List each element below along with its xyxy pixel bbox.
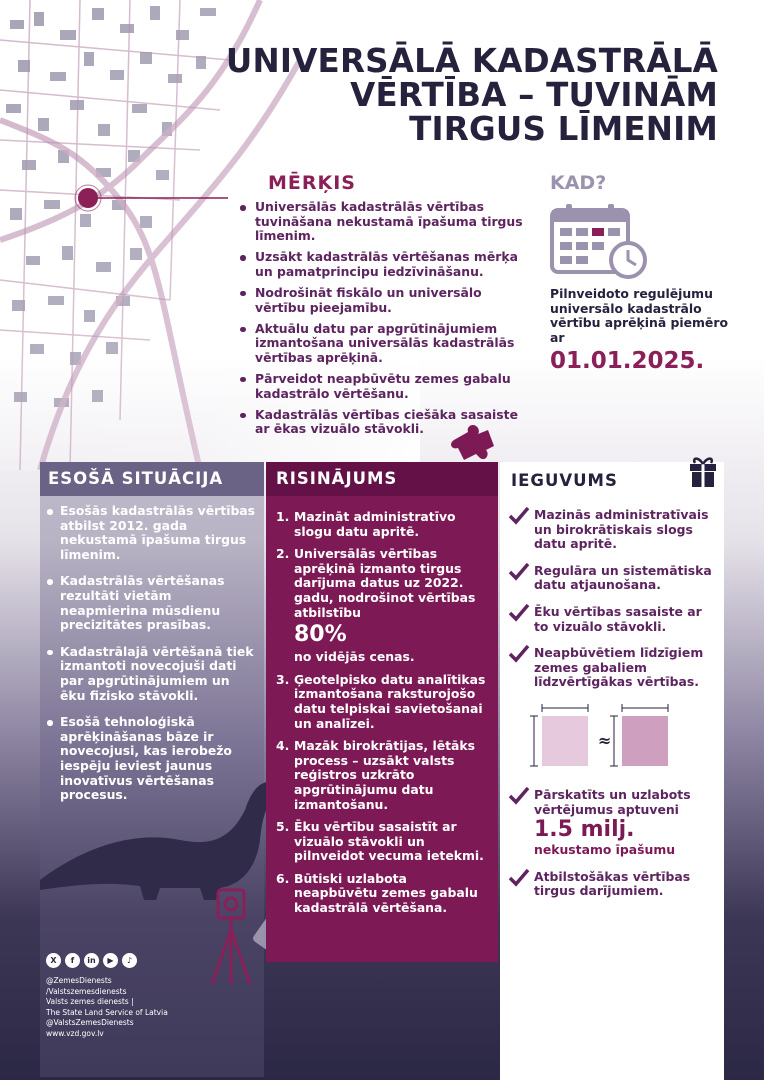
list-item: Atbilstošākas vērtības tirgus darījumiem.: [508, 870, 716, 899]
when-heading: KAD?: [550, 172, 607, 194]
list-item: Kadastrālās vērtības ciešāka sasaiste ar ēkas vizuālo stāvokli.: [240, 408, 530, 437]
solutions-emphasis: nodrošinot vērtības atbilstību: [294, 589, 476, 620]
gift-icon: [688, 454, 718, 488]
goals-heading: MĒRĶIS: [268, 172, 356, 194]
vzd-logo: Valsts zemes dienests: [655, 960, 725, 1042]
benefits-list: [500, 496, 724, 899]
linkedin-icon[interactable]: in: [84, 953, 99, 968]
list-item: Kadastrālajā vērtēšanā tiek izmantoti novecojuši dati par apgrūtinājumiem un ēku fizisko stāvokli.: [60, 645, 256, 703]
list-item: Ēku vērtības sasaiste ar to vizuālo stāvokli.: [508, 605, 716, 634]
social-links: [46, 953, 137, 968]
list-item: Mazinās administratīvais un birokrātiskais slogs datu apritē.: [508, 508, 716, 552]
puzzle-piece-icon: [448, 422, 498, 466]
list-item: 5. Ēku vērtību sasaistīt ar vizuālo stāvokli un pilnveidot vecuma ietekmi.: [276, 819, 484, 864]
checkmark-icon: [508, 603, 530, 623]
checkmark-icon: [508, 868, 530, 888]
list-item: Regulāra un sistemātiska datu atjaunošana.: [508, 564, 716, 593]
list-item: Nodrošināt fiskālo un universālo vērtību pieejamību.: [240, 286, 530, 315]
solutions-panel: [266, 462, 498, 962]
facebook-icon[interactable]: f: [65, 953, 80, 968]
checkmark-icon: [508, 786, 530, 806]
list-item: Pārveidot neapbūvētu zemes gabalu kadastrālo vērtēšanu.: [240, 372, 530, 401]
social-handles: @ZemesDienests /Valstszemesdienests Valsts zemes dienests | The State Land Service of Latvia @ValstsZemesDienests www.vzd.gov.lv: [46, 976, 168, 1038]
youtube-icon[interactable]: ▶: [103, 953, 118, 968]
list-item: 3. Ģeotelpisko datu analītikas izmantošana raksturojošo datu telpiskai savietošanai un analīzei.: [276, 671, 486, 731]
page-title: UNIVERSĀLĀ KADASTRĀLĀ VĒRTĪBA – TUVINĀM TIRGUS LĪMENIM: [225, 42, 718, 148]
list-item: Pārskatīts un uzlabots vērtējumus aptuveni 1.5 milj. nekustamo īpašumu: [508, 788, 716, 858]
coat-of-arms-icon: [664, 960, 716, 1016]
x-icon[interactable]: X: [46, 953, 61, 968]
list-item: Neapbūvētiem līdzīgiem zemes gabaliem līdzvērtīgākas vērtības. ≈: [508, 646, 716, 780]
list-item: Universālās kadastrālās vērtības tuvināšana nekustamā īpašuma tirgus līmenim.: [240, 200, 530, 244]
list-item: 6. Būtiski uzlabota neapbūvētu zemes gabalu kadastrālā vērtēšana.: [276, 870, 478, 916]
when-section: [550, 172, 740, 374]
list-item: Uzsākt kadastrālās vērtēšanas mērķa un pamatprincipu iedzīvināšanu.: [240, 250, 530, 279]
tiktok-icon[interactable]: ♪: [122, 953, 137, 968]
list-item: 1. Mazināt administratīvo slogu datu apritē.: [276, 509, 456, 539]
count-value: 1.5 milj.: [534, 817, 635, 843]
checkmark-icon: [508, 506, 530, 526]
checkmark-icon: [508, 644, 530, 664]
list-item: 4. Mazāk birokrātijas, lētāks process – uzsākt valsts reģistros uzkrāto apgrūtinājumu datu izmantošanu.: [276, 738, 475, 812]
land-plot-comparison-icon: [522, 700, 702, 780]
checkmark-icon: [508, 562, 530, 582]
map-pin-icon: [78, 188, 98, 208]
benefits-heading: IEGUVUMS: [511, 471, 618, 490]
calendar-clock-icon: [550, 202, 650, 282]
current-situation-heading: ESOŠĀ SITUĀCIJA: [40, 462, 264, 496]
when-text: Pilnveidoto regulējumu universālo kadastrālo vērtību aprēķinā piemēro ar: [550, 286, 728, 345]
solutions-heading: RISINĀJUMS: [266, 462, 498, 496]
effective-date: 01.01.2025.: [550, 348, 705, 374]
list-item: Aktuālu datu par apgrūtinājumiem izmantošana universālās kadastrālās vērtības aprēķinā.: [240, 322, 530, 366]
approx-symbol: ≈: [598, 730, 612, 750]
list-item: 2. Universālās vērtības aprēķinā izmanto tirgus darījuma datus uz 2022. gadu, nodrošinot vērtības atbilstību 80% no vidējās cenas.: [276, 547, 490, 665]
list-item: Esošās kadastrālās vērtības atbilst 2012. gada nekustamā īpašuma tirgus līmenim.: [60, 503, 256, 562]
goals-section: [240, 172, 530, 443]
current-situation-list: [40, 496, 264, 803]
list-item: Esošā tehnoloģiskā aprēķināšanas bāze ir novecojusi, kas ierobežo iespēju ieviest jaunus inovatīvus vērtēšanas procesus.: [60, 715, 256, 803]
list-item: Kadastrālās vērtēšanas rezultāti vietām neapmierina mūsdienu precizitātes prasības.: [60, 574, 256, 632]
percent-value: 80%: [294, 622, 347, 648]
goals-list: [240, 200, 530, 437]
solutions-list: [266, 496, 498, 916]
